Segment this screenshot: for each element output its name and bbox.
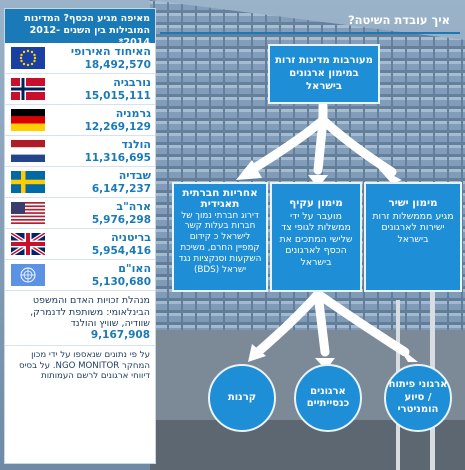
country-amount: 15,015,111 (84, 90, 151, 102)
country-amount: 12,269,129 (84, 121, 151, 133)
usa-flag-icon (11, 202, 45, 224)
country-name: האיחוד האירופי (70, 45, 151, 58)
country-row-germany (5, 105, 155, 136)
box-direct-funding (364, 182, 462, 292)
country-amount: 5,130,680 (91, 276, 151, 288)
country-amount: 5,976,298 (91, 214, 151, 226)
funding-ranking-panel (4, 8, 156, 464)
circle-funds-label: קרנות (227, 391, 257, 403)
country-row-sweden (5, 167, 155, 198)
direct-funding-text: מגיע מממשלות זרות ישירות לארגונים בישראל (372, 210, 454, 245)
un-flag-icon (11, 264, 45, 286)
circle-church-orgs (294, 364, 362, 432)
country-name: שבדיה (118, 169, 151, 182)
germany-flag-icon (11, 109, 45, 131)
un-directorate-note (5, 291, 155, 346)
country-name: האו"ם (118, 262, 151, 275)
country-row-uk (5, 229, 155, 260)
circle-development-aid-label: ארגוני פיתוח / סיוע הומניטרי (388, 379, 448, 416)
direct-funding-title: מימון ישיר (388, 197, 438, 209)
country-amount: 5,954,416 (91, 245, 151, 257)
un-directorate-amount: 9,167,908 (90, 328, 150, 341)
country-row-un (5, 260, 155, 291)
indirect-funding-text: מועבר על ידי ממשלות לגופי צד שלישי המתכים את הכסף לארגונים בישראל (279, 210, 353, 268)
country-row-usa (5, 198, 155, 229)
country-row-norway (5, 74, 155, 105)
country-name: ארה"ב (116, 200, 151, 213)
country-row-eu (5, 43, 155, 74)
country-name: הולנד (121, 138, 151, 151)
circle-development-aid (384, 364, 452, 432)
country-row-netherlands (5, 136, 155, 167)
uk-flag-icon (11, 233, 45, 255)
sweden-flag-icon (11, 171, 45, 193)
indirect-funding-title: מימון עקיף (289, 197, 343, 209)
box-indirect-funding (270, 182, 362, 292)
eu-flag-icon (11, 47, 45, 69)
country-name: גרמניה (115, 107, 151, 120)
country-amount: 6,147,237 (91, 183, 151, 195)
country-name: נורבגיה (113, 76, 151, 89)
page-title: איך עובדת השיטה? (347, 13, 450, 27)
un-directorate-text: מנהלת זכויות האדם והמשפט הבינלאומי: משותפת לדנמרק, שוודיה, שוויץ והולנד (30, 295, 150, 329)
country-name: בריטניה (111, 231, 151, 244)
title-bar (160, 12, 460, 34)
box-csr (172, 182, 268, 292)
csr-title: אחריות חברתית תאגידית (182, 187, 258, 210)
circle-funds (208, 364, 276, 432)
csr-text: דירוג חברתי נמוך של חברות בעלות קשר לישראל כ קידום קמפיין החרם, משיכת השקעות וסנקציות נגד ישראל (BDS) (178, 210, 262, 275)
country-amount: 18,492,570 (84, 59, 151, 71)
box-foreign-involvement: מעורבות מדינות זרות במימון ארגונים בישראל (268, 44, 380, 104)
source-note: על פי נתונים שנאספו על ידי מכון המחקר NGO MONITOR. על בסיס דיווחי ארגונים לרשם העמותות (19, 350, 150, 381)
country-amount: 11,316,695 (84, 152, 151, 164)
circle-church-orgs-label: ארגונים כנסייתיים (306, 385, 350, 409)
norway-flag-icon (11, 78, 45, 100)
netherlands-flag-icon (11, 140, 45, 162)
panel-header: מאיפה מגיע הכסף? המדינות המובילות בין השנים 2012-2014* (5, 9, 155, 43)
